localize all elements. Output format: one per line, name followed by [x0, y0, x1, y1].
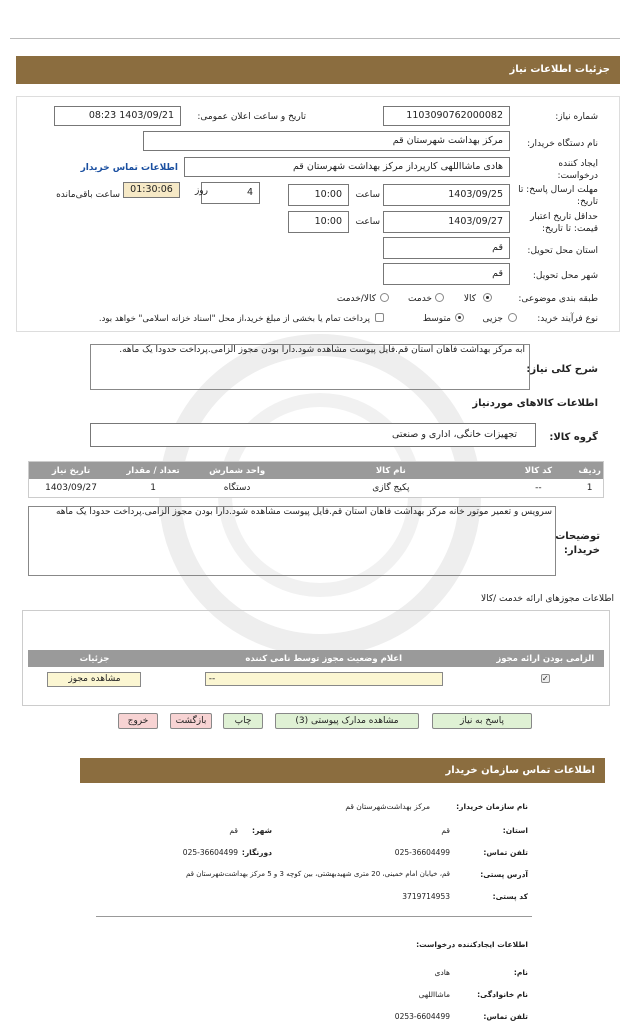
payment-checkbox[interactable]	[375, 313, 384, 322]
permits-table	[28, 650, 604, 691]
contact-org-label: نام سازمان خریدار:	[456, 802, 528, 811]
process-radio-medium[interactable]	[455, 313, 464, 322]
items-table	[28, 461, 604, 498]
col-code: کد کالا	[501, 462, 577, 480]
contact-phone: 025-36604499	[394, 848, 450, 857]
validity-label: حداقل تاریخ اعتبار قیمت: تا تاریخ:	[530, 212, 598, 234]
city-label: شهر محل تحویل:	[532, 271, 598, 281]
contact-title: اطلاعات تماس سازمان خریدار	[80, 758, 605, 783]
buyer-desc-field: سرویس و تعمیر موتور خانه مرکز بهداشت فاهان استان قم.فایل پیوست مشاهده شود.دارا بودن مجوز الزامی.پرداخت حدودا یک ماهه	[28, 506, 556, 576]
category-radio-service[interactable]	[435, 293, 444, 302]
process-label: نوع فرآیند خرید:	[537, 314, 598, 324]
cell-qty: 1	[113, 479, 193, 498]
items-table-header	[29, 462, 604, 480]
col-date: تاریخ نیاز	[29, 462, 114, 480]
goods-group-field: تجهیزات خانگی، اداری و صنعتی	[90, 423, 536, 447]
col-permit-details: جزئیات	[28, 650, 161, 667]
process-option-minor: جزیی	[482, 314, 503, 324]
goods-info-title: اطلاعات کالاهای موردنیاز	[472, 398, 598, 409]
cell-unit: دستگاه	[193, 479, 281, 498]
col-unit: واحد شمارش	[193, 462, 281, 480]
contact-address: قم، خیابان امام خمینی، 20 متری شهیدبهشتی، بین کوچه 3 و 5 مرکز بهداشت‌شهرستان قم	[185, 870, 450, 878]
permit-required-checkbox: ✓	[541, 674, 549, 683]
permit-status-field: --	[205, 672, 443, 686]
exit-button[interactable]: خروج	[118, 713, 158, 729]
contact-city: قم	[229, 826, 238, 835]
col-permit-status: اعلام وضعیت مجوز توسط نامی کننده	[161, 650, 487, 667]
creator-phone-label: تلفن تماس:	[483, 1012, 528, 1021]
summary-field: ابه مرکز بهداشت فاهان استان قم.فایل پیوست مشاهده شود.دارا بودن مجوز الزامی.پرداخت حدودا یک ماهه.	[90, 344, 530, 390]
cell-date: 1403/09/27	[29, 479, 114, 498]
buyer-org-label: نام دستگاه خریدار:	[527, 139, 598, 149]
page-title: جزئیات اطلاعات نیاز	[16, 56, 620, 84]
buyer-org-field: مرکز بهداشت شهرستان قم	[143, 131, 510, 151]
validity-date-field: 1403/09/27	[383, 211, 510, 233]
payment-note: پرداخت تمام یا بخشی از مبلغ خرید،از محل "اسناد خزانه اسلامی" خواهد بود.	[98, 314, 370, 324]
permits-table-header	[28, 650, 604, 667]
contact-province-label: استان:	[502, 826, 528, 835]
need-number-label: شماره نیاز:	[555, 112, 598, 122]
contact-postal: 3719714953	[402, 892, 450, 901]
contact-address-label: آدرس پستی:	[480, 870, 528, 879]
category-label: طبقه بندی موضوعی:	[518, 294, 598, 304]
contact-phone-label: تلفن تماس:	[483, 848, 528, 857]
contact-fax: 025-36604499	[182, 848, 238, 857]
cell-permit-required	[487, 667, 605, 691]
days-field: 4	[201, 182, 260, 204]
category-radio-both[interactable]	[380, 293, 389, 302]
reply-time-label: ساعت	[355, 190, 380, 200]
col-name: نام کالا	[281, 462, 500, 480]
contact-divider	[96, 916, 532, 917]
need-number-field: 1103090762000082	[383, 106, 510, 126]
province-label: استان محل تحویل:	[527, 246, 598, 256]
back-button[interactable]: بازگشت	[170, 713, 212, 729]
province-field: قم	[383, 237, 510, 259]
reply-time-field: 10:00	[288, 184, 349, 206]
creator-family-label: نام خانوادگی:	[477, 990, 528, 999]
announce-field: 1403/09/21 08:23	[54, 106, 181, 126]
creator-label: ایجاد کننده درخواست:	[557, 159, 598, 181]
col-row: ردیف	[576, 462, 603, 480]
summary-label: شرح کلی نیاز:	[526, 364, 598, 375]
remaining-field: 01:30:06	[123, 182, 180, 198]
announce-label: تاریخ و ساعت اعلان عمومی:	[197, 112, 306, 122]
creator-name: هادی	[434, 968, 450, 977]
category-radio-goods[interactable]	[483, 293, 492, 302]
city-field: قم	[383, 263, 510, 285]
category-option-goods: کالا	[463, 294, 476, 304]
table-row	[28, 667, 604, 691]
reply-deadline-label: مهلت ارسال پاسخ: تا تاریخ:	[518, 185, 598, 207]
permits-title: اطلاعات مجوزهای ارائه خدمت /کالا	[480, 594, 614, 604]
cell-code: --	[501, 479, 577, 498]
cell-permit-details	[28, 667, 161, 691]
creator-phone: 0253-6604499	[394, 1012, 450, 1021]
contact-postal-label: کد پستی:	[492, 892, 528, 901]
creator-title: اطلاعات ایجادکننده درخواست:	[416, 940, 528, 949]
category-option-service: خدمت	[408, 294, 432, 304]
top-divider	[10, 38, 620, 39]
col-qty: تعداد / مقدار	[113, 462, 193, 480]
table-row[interactable]	[29, 479, 604, 498]
reply-date-field: 1403/09/25	[383, 184, 510, 206]
day-label: روز	[194, 186, 208, 196]
view-permit-button[interactable]: مشاهده مجوز	[47, 672, 141, 687]
creator-family: ماشااللهی	[418, 990, 450, 999]
creator-field: هادی ماشااللهی کارپرداز مرکز بهداشت شهرستان قم	[184, 157, 510, 177]
contact-city-label: شهر:	[252, 826, 272, 835]
creator-name-label: نام:	[513, 968, 528, 977]
contact-fax-label: دورنگار:	[241, 848, 272, 857]
cell-row: 1	[576, 479, 603, 498]
process-radio-minor[interactable]	[508, 313, 517, 322]
contact-province: قم	[441, 826, 450, 835]
goods-group-label: گروه کالا:	[549, 432, 598, 443]
cell-permit-status	[161, 667, 487, 691]
contact-org: مرکز بهداشت‌شهرستان قم	[345, 802, 430, 811]
buyer-desc-label: توضیحات خریدار:	[555, 531, 600, 556]
reply-button[interactable]: پاسخ به نیاز	[432, 713, 532, 729]
remaining-label: ساعت باقی‌مانده	[56, 190, 120, 200]
view-docs-button[interactable]: مشاهده مدارک پیوستی (3)	[275, 713, 419, 729]
validity-time-label: ساعت	[355, 217, 380, 227]
process-option-medium: متوسط	[422, 314, 451, 324]
validity-time-field: 10:00	[288, 211, 349, 233]
buyer-contact-link[interactable]: اطلاعات تماس خریدار	[80, 163, 178, 173]
col-permit-required: الزامی بودن ارائه مجوز	[487, 650, 605, 667]
print-button[interactable]: چاپ	[223, 713, 263, 729]
category-option-both: کالا/خدمت	[336, 294, 376, 304]
cell-name: پکیج گازی	[281, 479, 500, 498]
